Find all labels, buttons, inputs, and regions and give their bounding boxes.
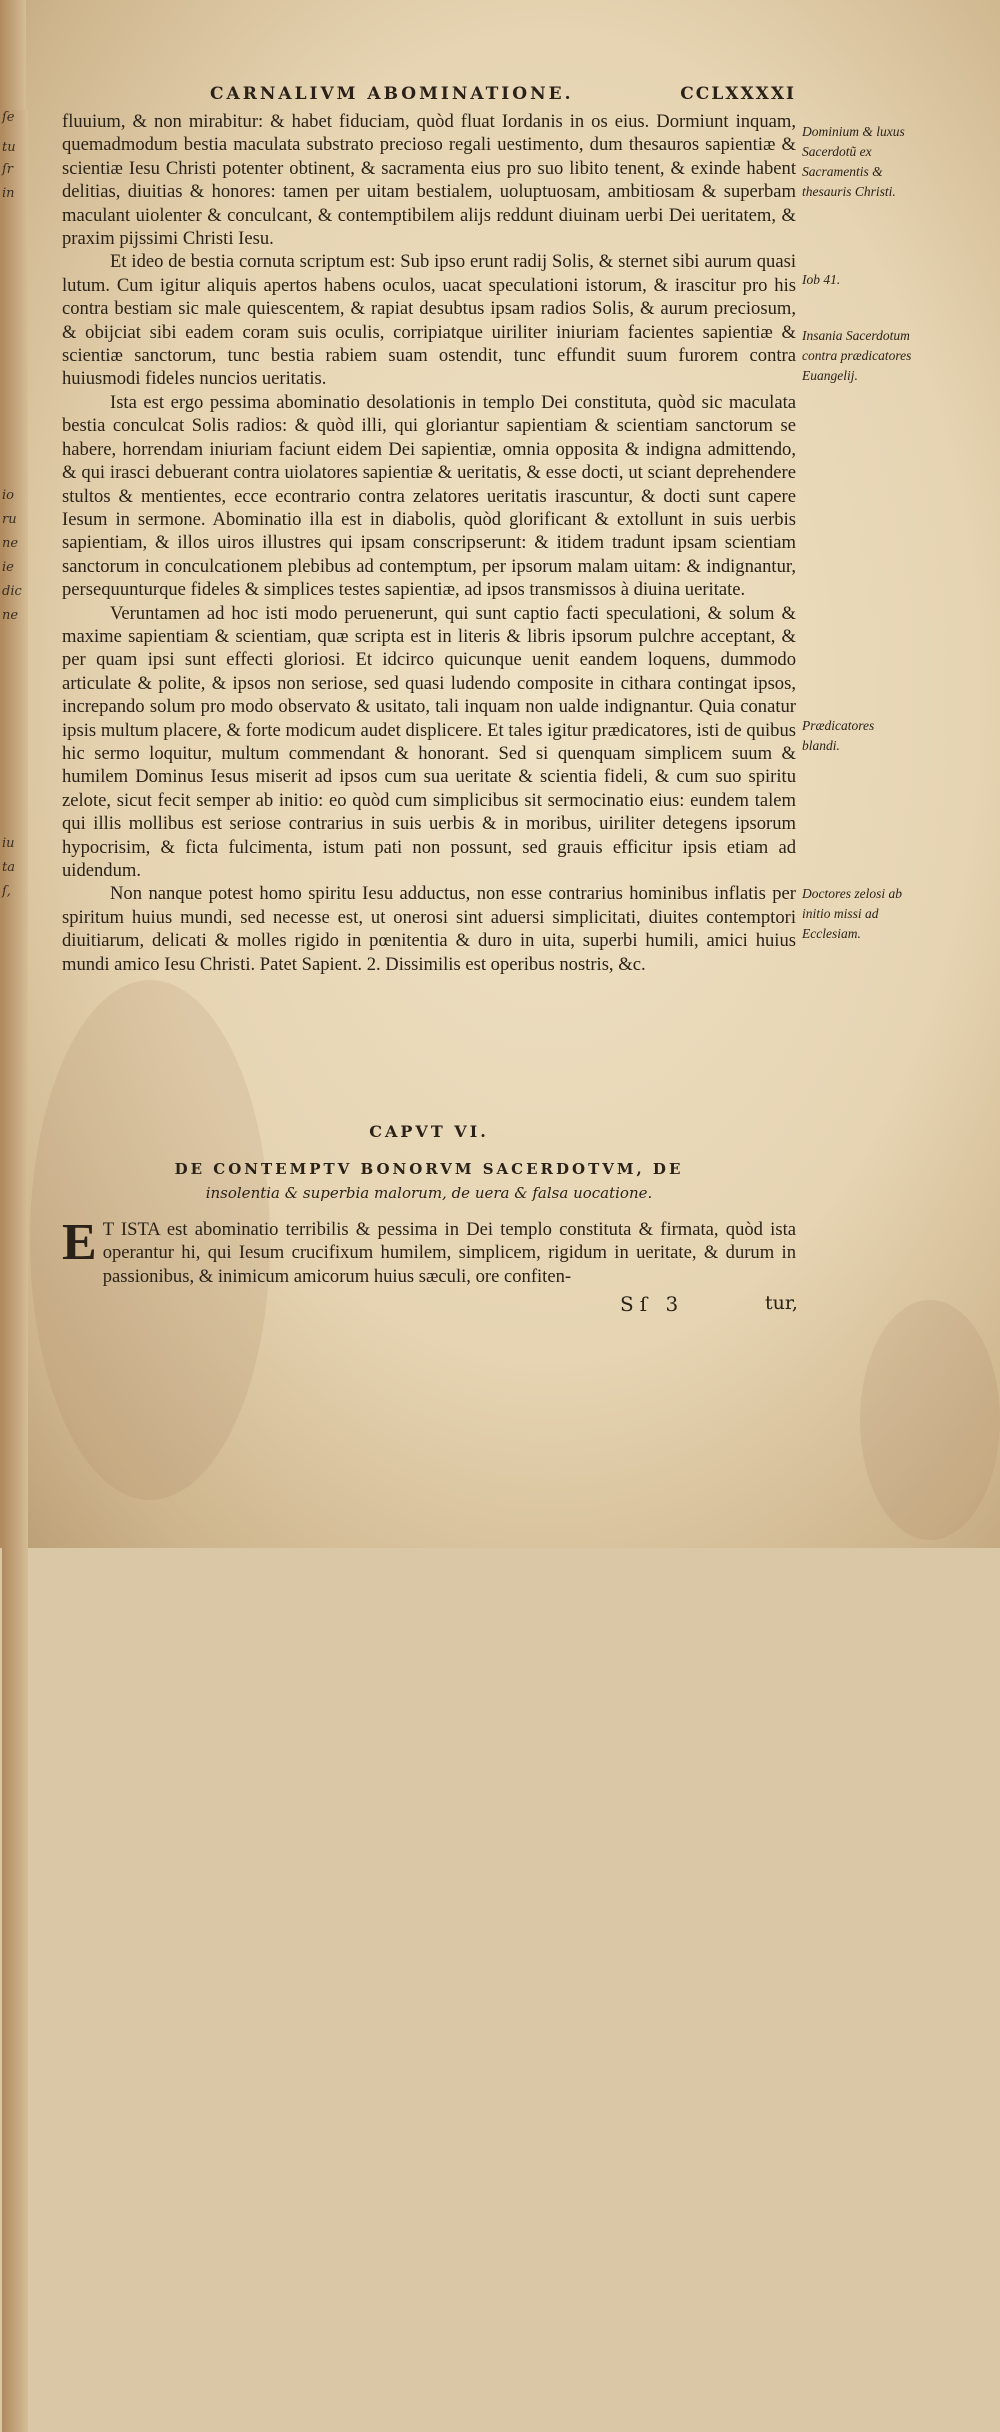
margin-note: Iob 41. [802, 272, 841, 287]
spine-fragment: ne [2, 536, 28, 2084]
margin-note: Insania Sacerdotum contra prædicatores Euangelij. [802, 328, 912, 383]
spine-fragment: ie [2, 560, 28, 2108]
opening-text: T ISTA est abominatio terribilis & pessima in Dei templo constituta & firmata, quòd ista operantur hi, qui Iesum crucifixum humilem, simplicem, rigidum in ueritate, & durum in passionibus, & inimicum amicorum huius sæculi, ore confiten- [102, 1219, 796, 1287]
water-stain [860, 1300, 1000, 1540]
facing-page-edge [0, 0, 26, 1548]
chapter-heading: CAPVT VI. [369, 1122, 489, 1141]
spine-fragment: ſe [2, 110, 28, 1658]
paragraph: Non nanque potest homo spiritu Iesu adductus, non esse contrarius hominibus inflatis per spiritum huius mundi, sed necesse est, ut onerosi sint aduersi simplicitati, diuites contemptori diuitiarum, delicati & molles rigido in pœnitentia & duro in uita, superbi humili, amici huius mundi amico Iesu Christi. Patet Sapient. 2. Dissimilis est operibus nostris, &c. [62, 883, 796, 975]
catchword: tur, [765, 1292, 798, 1314]
signature-mark: Sſ 3 [620, 1292, 685, 1316]
main-text-block [62, 110, 796, 976]
spine-fragment: ſr [2, 162, 28, 1710]
spine-fragment: ru [2, 512, 28, 2060]
spine-fragment: in [2, 186, 28, 1734]
paragraph: Veruntamen ad hoc isti modo peruenerunt, qui sunt captio facti speculationi, & solum & maxime sapientiam & scientiam, quæ scripta est in literis & libris ipsorum pulchre acceptant, & per quam ipsi sunt effecti gloriosi. Et idcirco quicunque uenit eandem loquens, dummodo articulate & polite, & ipsos non seriose, sed quasi ludendo composite in cithara contingat ipsos, increpando solum pro modo observato & usitato, tali inquam non ualde indignantur. Quia conatur ipsis multum placere, & forte modicum audet displicere. Et tales igitur prædicatores, isti de quibus hic sermo loquitur, multum commendant & honorant. Sed si quenquam simplicem suum & humilem Dominus Iesus miserit ad ipsos cum sua ueritate & scientia fideli, & cum suo spiritu zelote, sicut fecit semper ab initio: eo quòd cum simplicibus sit sermocinatio eius: eundem talem qui illis mollibus est seriose contrarius in suis uerbis & in moribus, uiriliter detegens ipsorum hypocrisim, & ficta fulcimenta, istum pati non possunt, sed grauis efficitur ipsis etiam ad uidendum. [62, 602, 796, 881]
paragraph: fluuium, & non mirabitur: & habet fiduciam, quòd fluat Iordanis in os eius. Dormiunt inquam, quemadmodum bestia maculata substrato precioso regali uestimento, dum thesauros sapientiæ & scientiæ Iesu Christi potenter obtinent, & sacramenta eius pro suo libito tenent, & exinde habent delitias, diuitias & honores: tamen per uitam bestialem, uoluptuosam, ambitiosam & superbam maculant uiolenter & conculcant, & contemptibilem alijs reddunt diuinam uerbi Dei ueritatem, & praxim pijssimi Christi Iesu. [62, 111, 796, 250]
chapter-subtitle: insolentia & superbia malorum, de uera & falsa uocatione. [205, 1184, 653, 1202]
page-header [62, 84, 794, 110]
spine-fragment: ſ, [2, 884, 28, 2432]
spine-fragment: iu [2, 836, 28, 2384]
spine-fragment: ne [2, 608, 28, 2156]
margin-note: Prædicatores blandi. [802, 718, 875, 753]
margin-note: Doctores zelosi ab initio missi ad Ecclesiam. [802, 886, 902, 941]
paragraph: Et ideo de bestia cornuta scriptum est: Sub ipso erunt radij Solis, & sternet sibi aurum quasi lutum. Cum igitur aliquis apertos habens oculos, uacat speculationi istorum, & irascitur pro his contra bestiam sic male quiescentem, & rapiat desubtus ipsam radios Solis, & aurum preciosum, & obijciat sibi eadem coram suis oculis, corripiatque uiriliter iniuriam facientes sapientiæ & scientiæ sanctorum, tunc bestia rabiem suam ostendit, tunc effundit suum furorem contra huiusmodi fideles nuncios ueritatis. [62, 251, 796, 390]
spine-fragment: dic [2, 584, 28, 2132]
chapter-title: DE CONTEMPTV BONORVM SACERDOTVM, DE [174, 1160, 684, 1178]
chapter-opening [62, 1214, 796, 1288]
drop-cap: E [62, 1214, 97, 1271]
folio-number: CCLXXXXI [680, 84, 796, 104]
paragraph: Ista est ergo pessima abominatio desolationis in templo Dei constituta, quòd sic maculata bestia conculcat Solis radios: & quòd illi, qui gloriantur sapientiam & scientiam sanctorum se habere, horrendam iniuriam faciunt eidem Dei sapientiæ, omnia opposita & indigna admittendo, & qui irasci debuerant contra uiolatores sapientiæ & ueritatis, & esse docti, ut sciant deprehendere stultos & mentientes, ecce econtrario contra zelatores ueritatis irascuntur, & docti sunt capere Iesum in sermone. Abominatio illa est in diabolis, quòd glorificant & extollunt in suis uerbis sapientiam, & illos uiros illustres qui ipsam conscripserunt: & itidem tradunt ipsam scientiam sanctorum in conculcationem plebibus ad contemptum, per ipsorum malam uitam: & indignantur, persequunturque fideles & simplices testes sapientiæ, ad ipsos transmissos à diuina ueritate. [62, 391, 796, 601]
spine-fragment: tu [2, 140, 28, 1688]
margin-note: Dominium & luxus Sacerdotũ ex Sacramentis & thesauris Christi. [802, 124, 905, 199]
running-head: CARNALIVM ABOMINATIONE. [210, 84, 574, 104]
spine-fragment: io [2, 488, 28, 2036]
spine-fragment: ta [2, 860, 28, 2408]
